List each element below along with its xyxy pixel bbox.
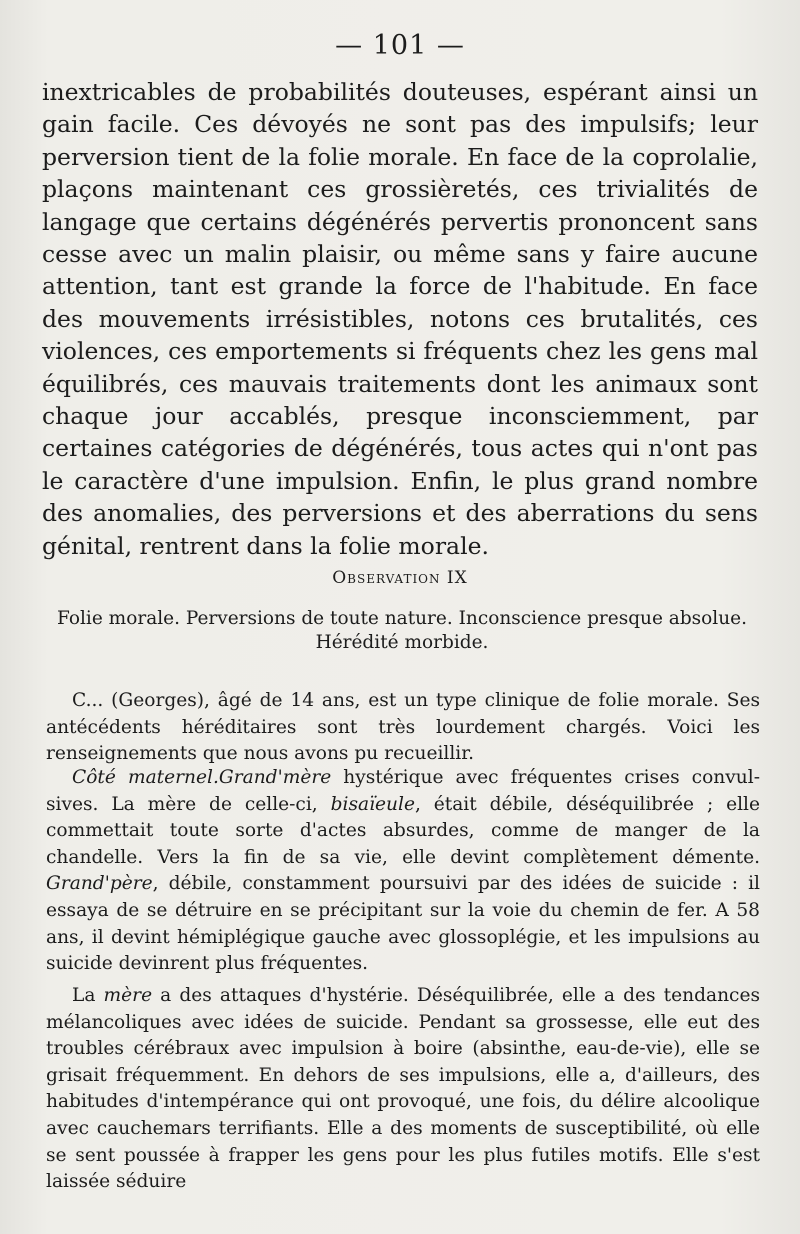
case-paragraph	[46, 688, 760, 768]
observation-title-line-1: Folie morale. Perversions de toute nature. Inconscience presque absolue.	[57, 608, 747, 629]
maternal-text-a: hystérique avec fréquentes crises convulsives. La mère de celle-ci,	[46, 767, 760, 815]
label-great-grandmother: bisaïeule	[330, 793, 415, 815]
label-maternal-side: Côté maternel.	[72, 767, 219, 788]
maternal-text-c: , débile, constamment poursuivi par des idées de suicide : il essaya de se détruire en se précipitant sur la voie du chemin de fer. A 58 ans, il devint hémiplégique gauche avec glossoplégie, et les impulsions au suicide devinrent plus fréquentes.	[46, 873, 760, 975]
label-mother: mère	[103, 985, 153, 1006]
observation-heading: Observation IX	[332, 568, 468, 588]
observation-title	[44, 607, 760, 655]
maternal-side-paragraph	[46, 765, 760, 978]
label-grandmother: Grand'mère	[218, 767, 332, 788]
case-paragraph-text: C... (Georges), âgé de 14 ans, est un type clinique de folie morale. Ses antécédents héréditaires sont très lourdement chargés. Voici les renseignements que nous avons pu recueillir.	[46, 690, 760, 765]
label-grandfather: Grand'père	[46, 873, 153, 895]
mother-paragraph	[46, 983, 760, 1196]
observation-title-line-2: Hérédité morbide.	[315, 632, 489, 653]
main-paragraph: inextricables de probabilités douteuses, espérant ainsi un gain facile. Ces dévoyés ne sont pas des impulsifs; leur perversion tient de la folie morale. En face de la coprolalie, plaçons maintenant ces grossièretés, ces trivialités de langage que certains dégénérés pervertis prononcent sans cesse avec un malin plaisir, ou même sans y faire aucune attention, tant est grande la force de l'habitude. En face des mouvements irrésistibles, notons ces brutalités, ces violences, ces emportements si fréquents chez les gens mal équilibrés, ces mauvais traitements dont les animaux sont chaque jour accablés, presque inconsciemment, par certaines catégories de dégénérés, tous actes qui n'ont pas le caractère d'une impulsion. Enfin, le plus grand nombre des anomalies, des perversions et des aberrations du sens génital, rentrent dans la folie morale.	[42, 78, 758, 560]
mother-text-a: La	[72, 985, 104, 1006]
page-number: — 101 —	[335, 30, 465, 61]
mother-text-b: a des attaques d'hystérie. Déséquilibrée, elle a des tendances mélancoliques avec idées de suicide. Pendant sa grossesse, elle eut des troubles cérébraux avec impulsion à boire (absinthe, eau-de-vie), elle se grisait fréquemment. En dehors de ses impulsions, elle a, d'ailleurs, des habitudes d'intempérance qui ont provoqué, une fois, du délire alcoolique avec cauchemars terrifiants. Elle a des moments de susceptibilité, où elle se sent poussée à frapper les gens pour les plus futiles motifs. Elle s'est laissée séduire	[46, 985, 761, 1193]
maternal-text-b: , était débile, déséquilibrée ; elle commettait toute sorte d'actes absurdes, comme de manger de la chandelle. Vers la fin de sa vie, elle devint complètement démente.	[46, 793, 760, 868]
